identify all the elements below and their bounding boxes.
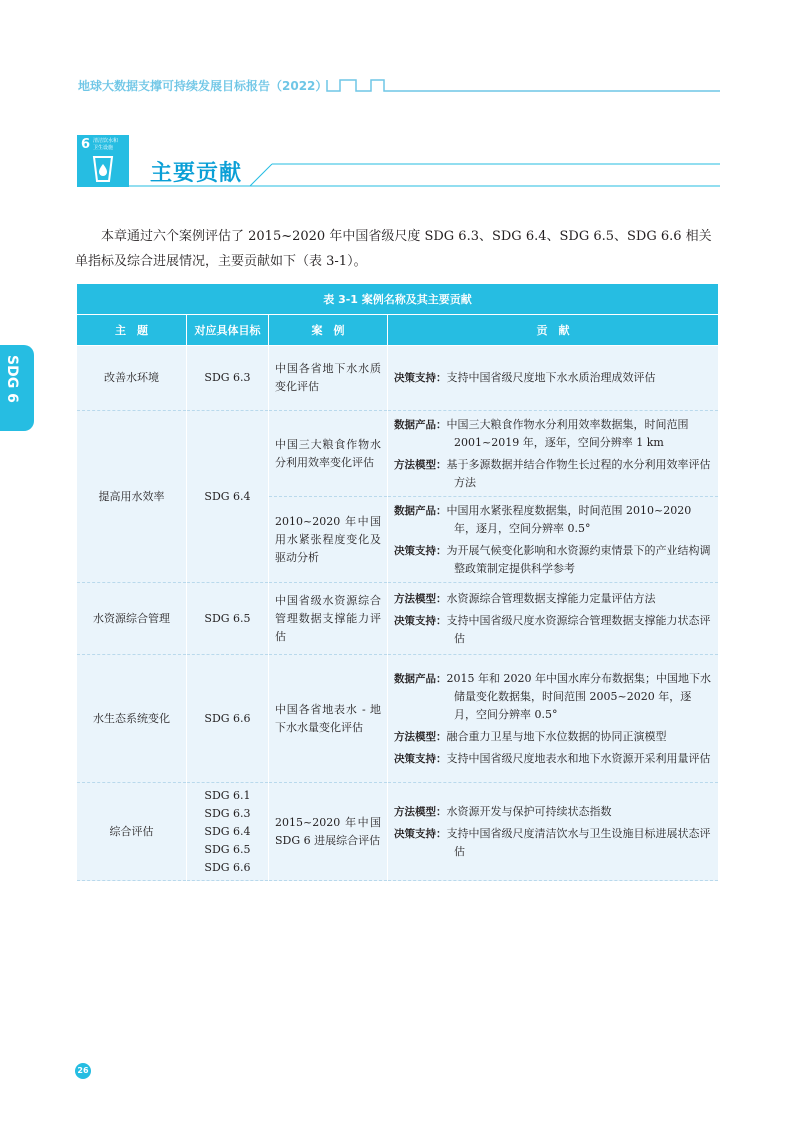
intro-paragraph: 本章通过六个案例评估了 2015~2020 年中国省级尺度 SDG 6.3、SDG 6.4、SDG 6.5、SDG 6.6 相关单指标及综合进展情况，主要贡献如下（表 3-1）。 bbox=[75, 229, 712, 269]
target-item: SDG 6.6 bbox=[204, 860, 251, 874]
contribution-text: 水资源综合管理数据支撑能力定量评估方法 bbox=[446, 591, 656, 605]
contribution-text: 支持中国省级尺度水资源综合管理数据支撑能力状态评估 bbox=[446, 613, 711, 645]
contribution-key: 决策支持： bbox=[394, 372, 447, 384]
target-cell: SDG 6.5 bbox=[187, 583, 269, 655]
contribution-key: 决策支持： bbox=[394, 752, 447, 765]
contribution-key: 方法模型： bbox=[394, 592, 447, 605]
contribution-text: 基于多源数据并结合作物生长过程的水分利用效率评估方法 bbox=[446, 457, 711, 489]
contribution-cell bbox=[388, 655, 719, 783]
theme-cell: 提高用水效率 bbox=[77, 411, 187, 583]
target-cell: SDG 6.6 bbox=[187, 655, 269, 783]
col-header-contribution: 贡 献 bbox=[388, 315, 719, 346]
running-header: 地球大数据支撑可持续发展目标报告（2022） bbox=[78, 79, 328, 93]
contribution-text: 融合重力卫星与地下水位数据的协同正演模型 bbox=[446, 729, 667, 743]
contribution-key: 数据产品： bbox=[394, 672, 447, 685]
case-cell: 2010~2020 年中国用水紧张程度变化及驱动分析 bbox=[269, 497, 388, 583]
contribution-key: 数据产品： bbox=[394, 504, 447, 517]
table-row bbox=[77, 346, 719, 411]
contribution-text: 水资源开发与保护可持续状态指数 bbox=[446, 804, 612, 818]
contribution-key: 方法模型： bbox=[394, 458, 447, 471]
contribution-cell bbox=[388, 583, 719, 655]
theme-cell: 水生态系统变化 bbox=[77, 655, 187, 783]
case-cell: 中国省级水资源综合管理数据支撑能力评估 bbox=[269, 583, 388, 655]
contribution-cell bbox=[388, 411, 719, 497]
contribution-key: 方法模型： bbox=[394, 805, 447, 818]
contribution-cell bbox=[388, 783, 719, 881]
contribution-text: 为开展气候变化影响和水资源约束情景下的产业结构调整政策制定提供科学参考 bbox=[446, 543, 711, 575]
theme-cell: 改善水环境 bbox=[77, 346, 187, 411]
theme-cell: 综合评估 bbox=[77, 783, 187, 881]
target-cell: SDG 6.3 bbox=[187, 346, 269, 411]
section-title: 主要贡献 bbox=[150, 161, 243, 186]
contribution-key: 数据产品： bbox=[394, 418, 447, 431]
contribution-text: 支持中国省级尺度地下水水质治理成效评估 bbox=[446, 371, 656, 384]
case-cell: 中国各省地表水 - 地下水水量变化评估 bbox=[269, 655, 388, 783]
contribution-text: 支持中国省级尺度清洁饮水与卫生设施目标进展状态评估 bbox=[446, 826, 711, 858]
contribution-text: 中国用水紧张程度数据集，时间范围 2010~2020 年，逐月，空间分辨率 0.5° bbox=[446, 503, 692, 535]
contribution-cell bbox=[388, 497, 719, 583]
sdg6-badge bbox=[77, 135, 129, 187]
water-glass-icon bbox=[91, 155, 115, 183]
col-header-target: 对应具体目标 bbox=[187, 315, 269, 346]
table-caption: 表 3-1 案例名称及其主要贡献 bbox=[77, 284, 719, 315]
case-cell: 中国三大粮食作物水分利用效率变化评估 bbox=[269, 411, 388, 497]
target-cell bbox=[187, 783, 269, 881]
contribution-cell bbox=[388, 346, 719, 411]
col-header-theme: 主 题 bbox=[77, 315, 187, 346]
badge-label-2: 卫生设施 bbox=[93, 145, 114, 151]
page-number: 26 bbox=[75, 1063, 91, 1079]
contribution-key: 决策支持： bbox=[394, 827, 447, 840]
target-item: SDG 6.1 bbox=[204, 788, 251, 802]
contribution-key: 方法模型： bbox=[394, 730, 447, 743]
col-header-case: 案 例 bbox=[269, 315, 388, 346]
contribution-text: 2015 年和 2020 年中国水库分布数据集；中国地下水储量变化数据集，时间范围 2005~2020 年，逐月，空间分辨率 0.5° bbox=[446, 671, 711, 721]
contribution-text: 中国三大粮食作物水分利用效率数据集，时间范围 2001~2019 年，逐年，空间分辨率 1 km bbox=[446, 417, 689, 449]
target-cell: SDG 6.4 bbox=[187, 411, 269, 583]
side-tab bbox=[0, 345, 34, 431]
contribution-key: 决策支持： bbox=[394, 614, 447, 627]
table-row bbox=[77, 583, 719, 655]
case-cell: 2015~2020 年中国 SDG 6 进展综合评估 bbox=[269, 783, 388, 881]
contribution-text: 支持中国省级尺度地表水和地下水资源开采利用量评估 bbox=[446, 751, 711, 765]
contributions-table bbox=[76, 283, 719, 881]
contribution-key: 决策支持： bbox=[394, 544, 447, 557]
target-item: SDG 6.3 bbox=[204, 806, 251, 820]
badge-label-1: 清洁饮水和 bbox=[93, 138, 119, 144]
theme-cell: 水资源综合管理 bbox=[77, 583, 187, 655]
target-item: SDG 6.5 bbox=[204, 842, 251, 856]
table-row bbox=[77, 783, 719, 881]
case-cell: 中国各省地下水水质变化评估 bbox=[269, 346, 388, 411]
table-row bbox=[77, 411, 719, 497]
table-row bbox=[77, 655, 719, 783]
target-item: SDG 6.4 bbox=[204, 824, 251, 838]
badge-number: 6 bbox=[81, 137, 91, 152]
side-tab-label: SDG 6 bbox=[4, 355, 20, 403]
